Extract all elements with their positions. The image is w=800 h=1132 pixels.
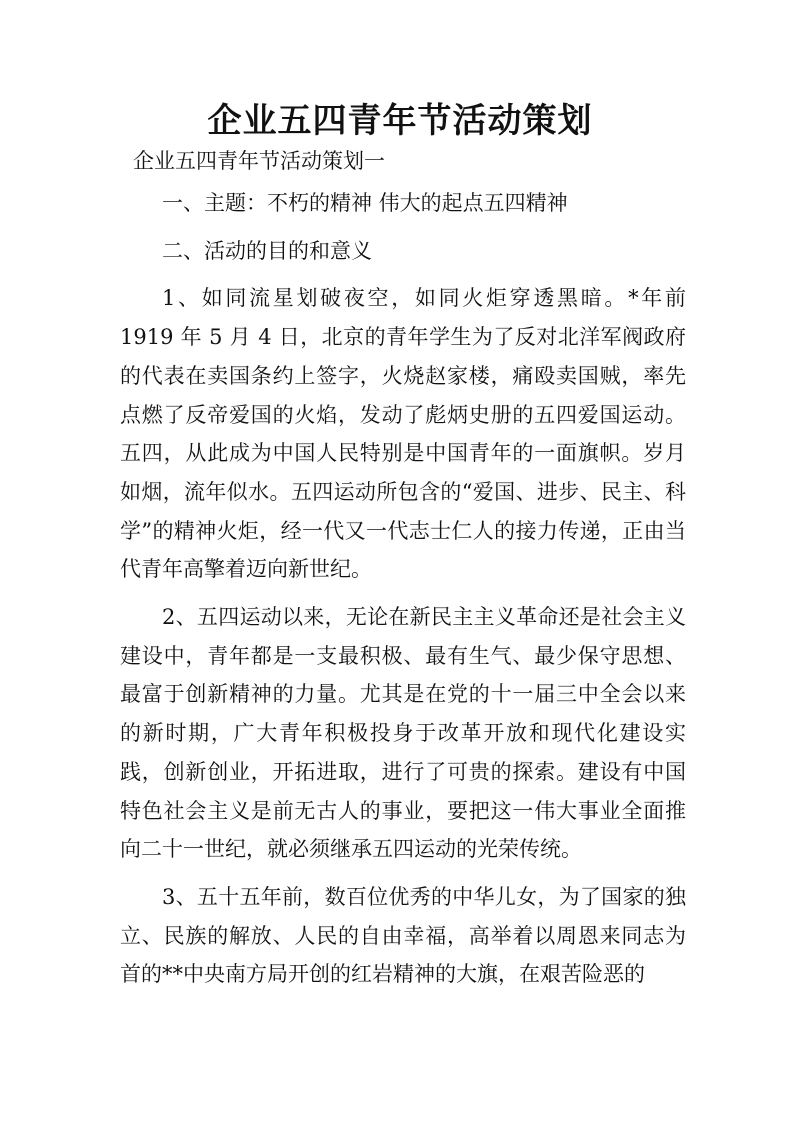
- document-body: [120, 184, 686, 1003]
- paragraph-point-3: 3、五十五年前，数百位优秀的中华儿女，为了国家的独立、民族的解放、人民的自由幸福，高举着以周恩来同志为首的**中央南方局开创的红岩精神的大旗，在艰苦险恶的: [120, 884, 686, 987]
- paragraph-theme: 一、主题：不朽的精神 伟大的起点五四精神: [162, 191, 568, 215]
- document-subtitle: 企业五四青年节活动策划一: [133, 149, 385, 173]
- paragraph-point-2: 2、五四运动以来，无论在新民主主义革命还是社会主义建设中，青年都是一支最积极、最有生气、最少保守思想、最富于创新精神的力量。尤其是在党的十一届三中全会以来的新时期，广大青年积极投身于改革开放和现代化建设实践，创新创业，开拓进取，进行了可贵的探索。建设有中国特色社会主义是前无古人的事业，要把这一伟大事业全面推向二十一世纪，就必须继承五四运动的光荣传统。: [120, 605, 686, 862]
- paragraph-purpose-heading: 二、活动的目的和意义: [162, 238, 372, 263]
- document-title: 企业五四青年节活动策划: [207, 101, 593, 141]
- paragraph-point-1: 1、如同流星划破夜空，如同火炬穿透黑暗。*年前 1919 年 5 月 4 日，北京的青年学生为了反对北洋军阀政府的代表在卖国条约上签字，火烧赵家楼，痛殴卖国贼，率先点燃了反帝爱国的火焰，发动了彪炳史册的五四爱国运动。五四，从此成为中国人民特别是中国青年的一面旗帜。岁月如烟，流年似水。五四运动所包含的“爱国、进步、民主、科学”的精神火炬，经一代又一代志士仁人的接力传递，正由当代青年高擎着迈向新世纪。: [120, 286, 686, 582]
